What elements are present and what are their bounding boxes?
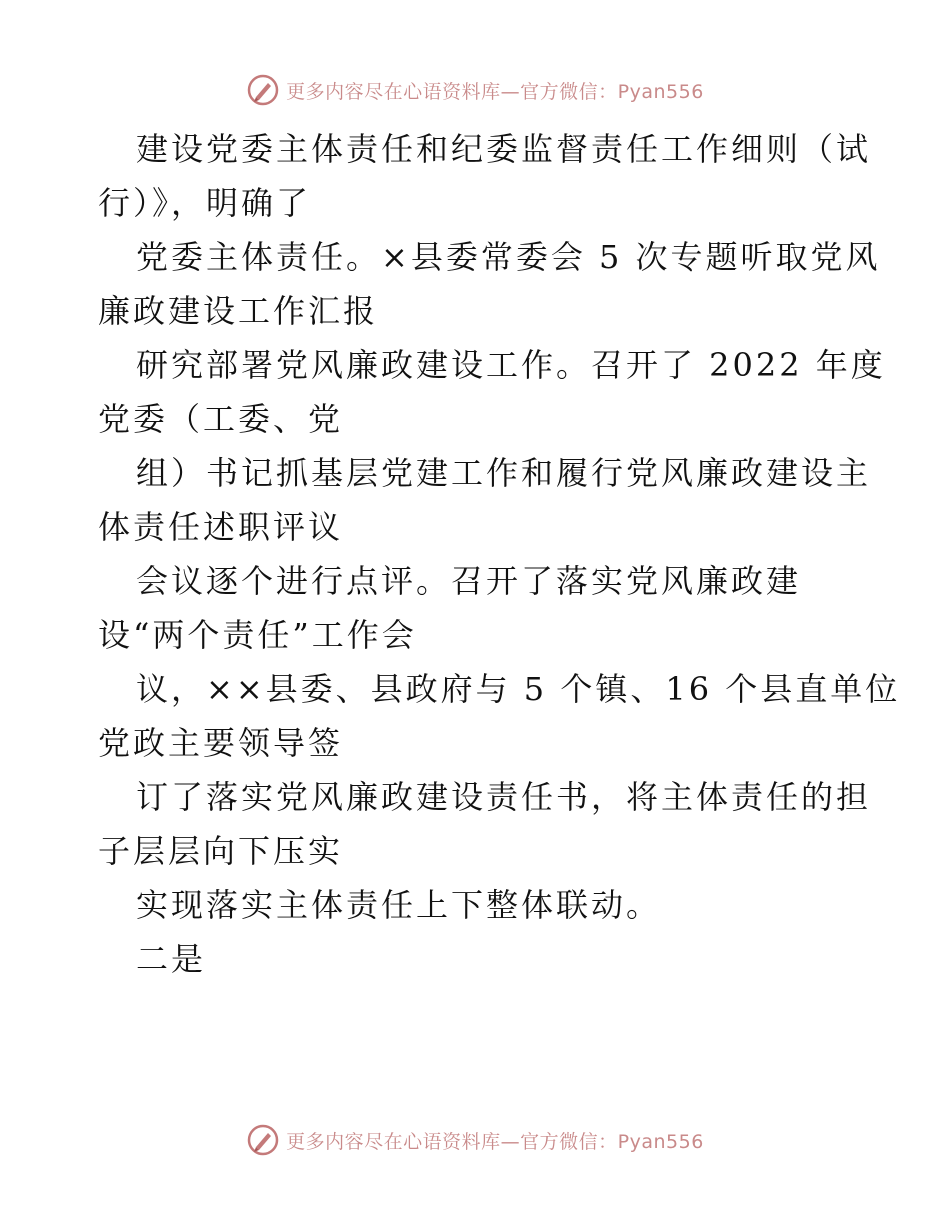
body-line: 行）》，明确了 [98,184,312,222]
document-body [98,122,901,986]
pen-circle-logo-icon [246,73,280,107]
body-line: 研究部署党风廉政建设工作。召开了 2022 年度 [136,346,886,384]
body-line: 议，××县委、县政府与 5 个镇、16 个县直单位 [136,670,901,708]
body-line: 二是 [136,940,207,978]
body-line: 设“两个责任”工作会 [98,616,417,654]
body-line: 组）书记抓基层党建工作和履行党风廉政建设主 [136,454,872,492]
body-line: 会议逐个进行点评。召开了落实党风廉政建 [136,562,802,600]
body-line: 子层层向下压实 [98,832,344,870]
watermark-text: 更多内容尽在心语资料库—官方微信：Pyan556 [286,80,704,103]
body-line: 党政主要领导签 [98,724,344,762]
body-line: 实现落实主体责任上下整体联动。 [136,886,662,924]
pen-circle-logo-icon [246,1123,280,1157]
body-line: 党委主体责任。×县委常委会 5 次专题听取党风 [136,238,881,276]
footer-watermark [0,1122,950,1158]
header-watermark [0,72,950,108]
watermark-text: 更多内容尽在心语资料库—官方微信：Pyan556 [286,1130,704,1153]
body-line: 体责任述职评议 [98,508,344,546]
body-line: 订了落实党风廉政建设责任书，将主体责任的担 [136,778,872,816]
body-line: 廉政建设工作汇报 [98,292,379,330]
body-line: 建设党委主体责任和纪委监督责任工作细则（试 [136,130,872,168]
body-line: 党委（工委、党 [98,400,344,438]
